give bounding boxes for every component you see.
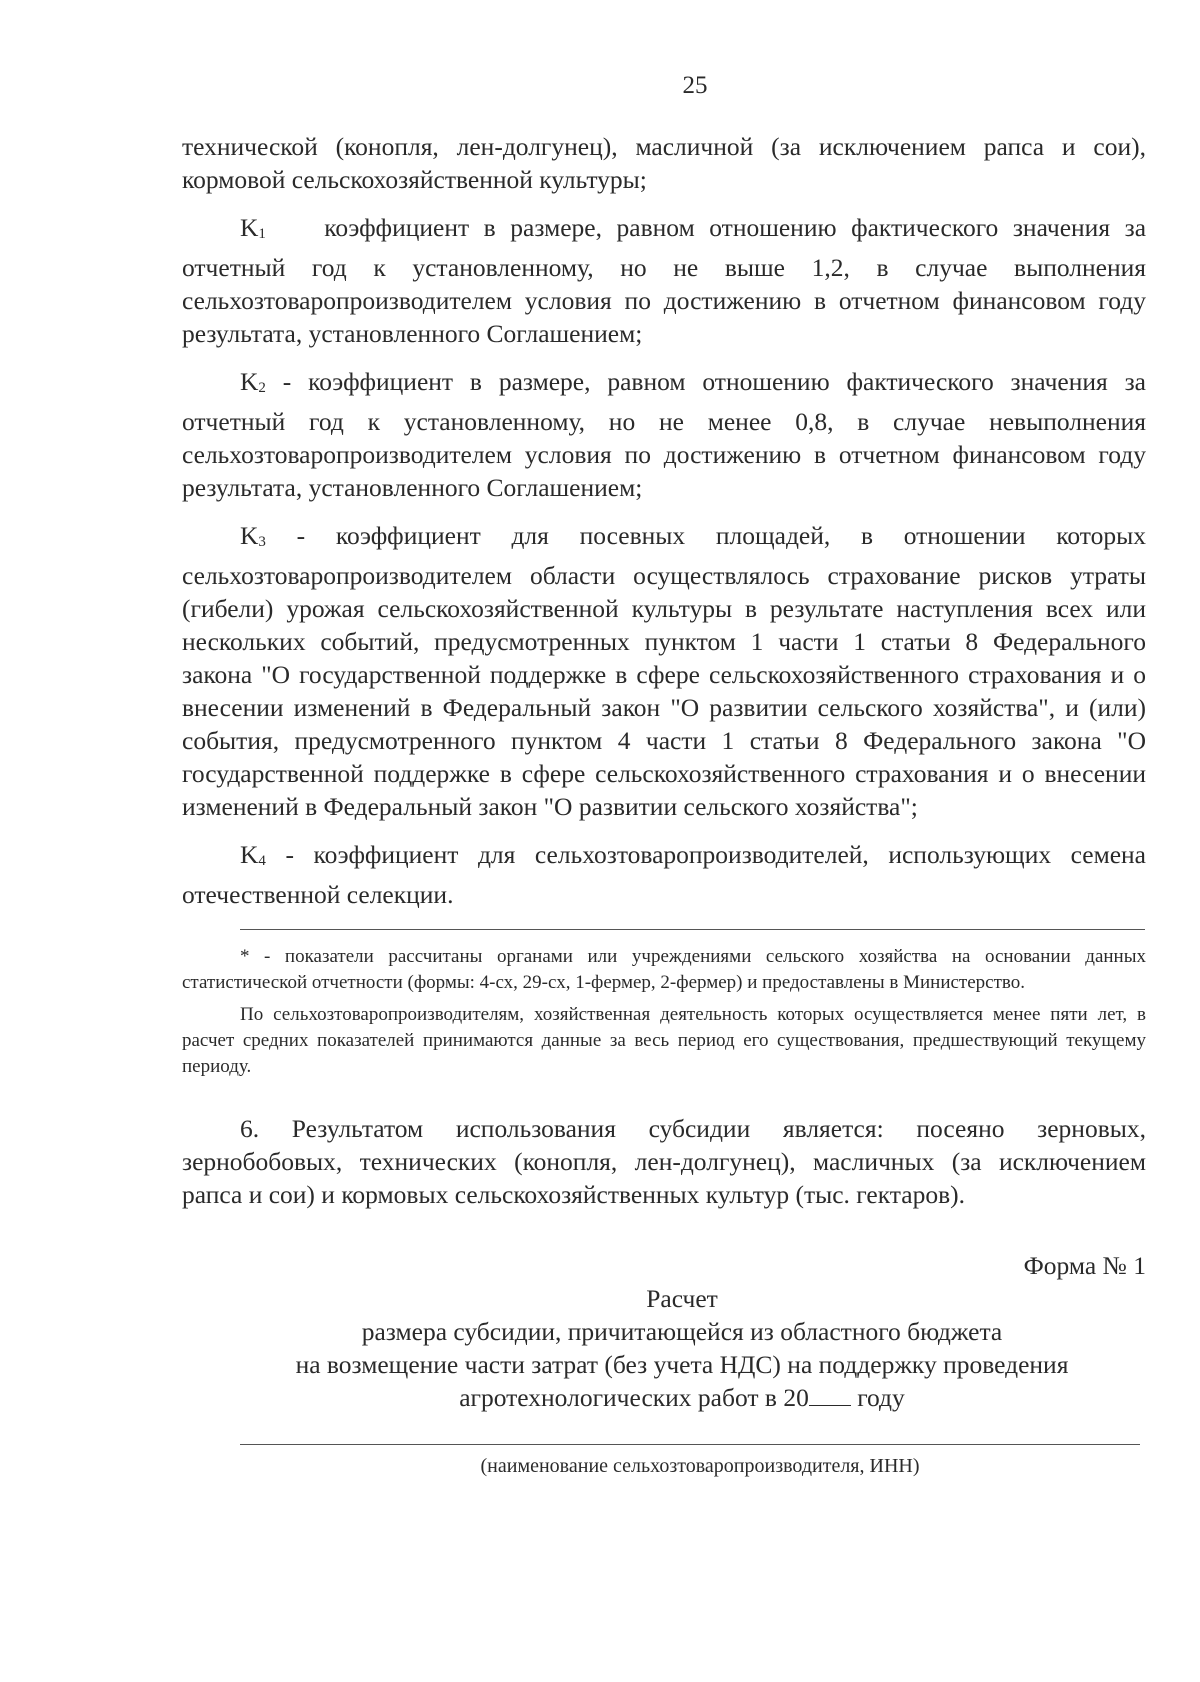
- paragraph-k4: [182, 838, 1146, 911]
- paragraph-k3: [182, 519, 1146, 823]
- k3-index: 3: [258, 534, 266, 550]
- k2-symbol: K: [240, 367, 259, 396]
- name-caption: (наименование сельхозтоваропроизводителя, ИНН): [480, 1455, 920, 1477]
- footnote-2: По сельхозтоваропроизводителям, хозяйственная деятельность которых осуществляется менее пяти лет, в расчет средних показателей принимаются данные за весь период его существования, предшествующий текущему периоду.: [182, 1004, 1146, 1077]
- k2-index: 2: [258, 380, 266, 396]
- year-blank: [809, 1385, 851, 1406]
- paragraph-k2: [182, 365, 1146, 504]
- form-subtitle-line2: на возмещение части затрат (без учета НДС) на поддержку проведения: [295, 1350, 1069, 1379]
- k1-index: 1: [258, 226, 266, 242]
- form-subtitle-line3: [200, 1381, 1164, 1414]
- year-suffix: году: [850, 1383, 905, 1412]
- k1-symbol: K: [240, 213, 259, 242]
- paragraph-k1: [182, 211, 1146, 350]
- form-title: Расчет: [646, 1284, 718, 1313]
- k4-index: 4: [258, 853, 266, 869]
- form-subtitle-line1: размера субсидии, причитающейся из областного бюджета: [361, 1317, 1003, 1346]
- year-prefix: агротехнологических работ в 20: [459, 1383, 809, 1412]
- k1-text: коэффициент в размере, равном отношению фактического значения за отчетный год к установленному, но не выше 1,2, в случае выполнения сельхозтоваропроизводителем условия по достижению в отчетном финансовом году результата, установленного Соглашением;: [182, 213, 1147, 348]
- k3-text: - коэффициент для посевных площадей, в отношении которых сельхозтоваропроизводителем области осуществлялось страхование рисков утраты (гибели) урожая сельскохозяйственной культуры в результате наступления всех или нескольких событий, предусмотренных пунктом 1 части 1 статьи 8 Федерального закона "О государственной поддержке в сфере сельскохозяйственного страхования и о внесении изменений в Федеральный закон "О развитии сельского хозяйства", и (или) события, предусмотренного пунктом 4 части 1 статьи 8 Федерального закона "О государственной поддержке в сфере сельскохозяйственного страхования и о внесении изменений в Федеральный закон "О развитии сельского хозяйства";: [182, 521, 1146, 821]
- k2-text: - коэффициент в размере, равном отношению фактического значения за отчетный год к установленному, но не менее 0,8, в случае невыполнения сельхозтоваропроизводителем условия по достижению в отчетном финансовом году результата, установленного Соглашением;: [182, 367, 1146, 502]
- k3-symbol: K: [240, 521, 259, 550]
- footnote-divider: [240, 929, 1145, 930]
- page-number: 25: [682, 72, 708, 99]
- section-6: 6. Результатом использования субсидии является: посеяно зерновых, зернобобовых, технических (конопля, лен-долгунец), масличных (за исключением рапса и сои) и кормовых сельскохозяйственных культур (тыс. гектаров).: [182, 1114, 1146, 1209]
- name-fill-line: [240, 1444, 1140, 1445]
- document-body: [182, 130, 1146, 1479]
- k4-symbol: K: [240, 840, 259, 869]
- k4-text: - коэффициент для сельхозтоваропроизводителей, использующих семена отечественной селекции.: [182, 840, 1146, 909]
- form-label: Форма № 1: [1023, 1251, 1146, 1280]
- paragraph-continuation: технической (конопля, лен-долгунец), масличной (за исключением рапса и сои), кормовой сельскохозяйственной культуры;: [182, 132, 1146, 194]
- footnote-1: * - показатели рассчитаны органами или учреждениями сельского хозяйства на основании данных статистической отчетности (формы: 4-сх, 29-сх, 1-фермер, 2-фермер) и предоставлены в Министерство.: [182, 946, 1146, 993]
